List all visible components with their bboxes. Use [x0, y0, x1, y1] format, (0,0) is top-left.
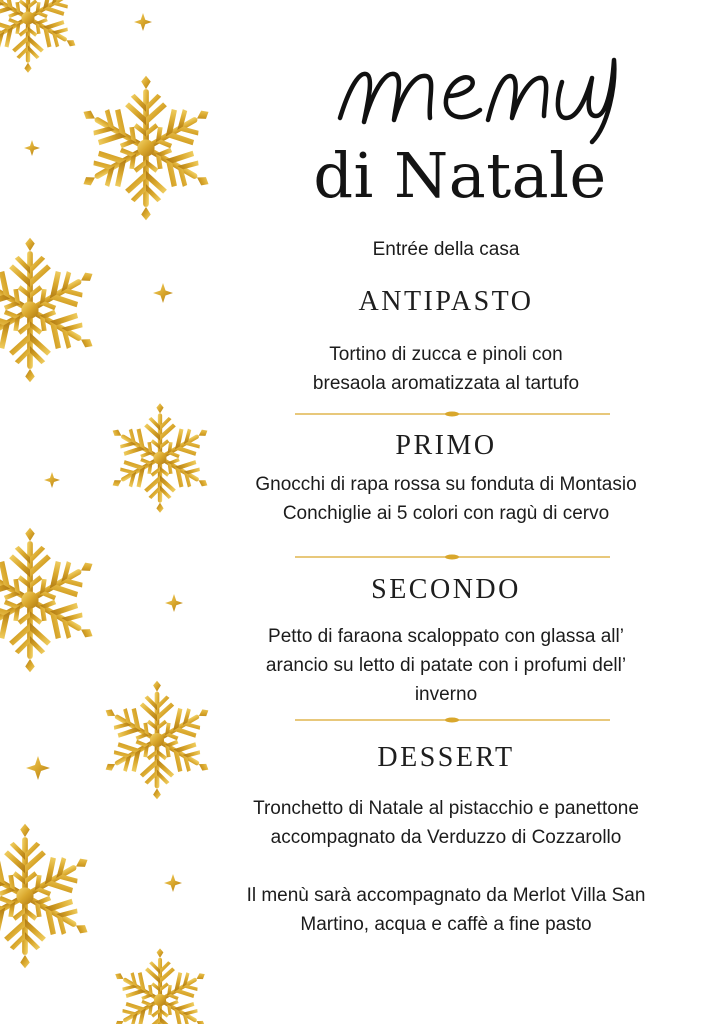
- menu-item-line: accompagnato da Verduzzo di Cozzarollo: [270, 827, 622, 848]
- snowflake-decoration-column: [0, 0, 230, 1024]
- page-title: di Natale: [313, 139, 607, 212]
- closing-note-line: Il menù sarà accompagnato da Merlot Villa San: [246, 885, 646, 906]
- menu-item-line: Tortino di zucca e pinoli con: [329, 344, 563, 365]
- menu-item-line: Petto di faraona scaloppato con glassa all’: [268, 626, 624, 647]
- sparkle-star-icon: [153, 283, 173, 303]
- closing-note-line: Martino, acqua e caffè a fine pasto: [300, 914, 592, 935]
- gold-divider: [295, 717, 610, 723]
- snowflake-icon: [108, 948, 212, 1024]
- snowflake-icon: [73, 76, 219, 220]
- menu-item-line: Conchiglie ai 5 colori con ragù di cervo: [282, 503, 610, 524]
- sparkle-star-icon: [24, 140, 40, 156]
- menu-item-line: arancio su letto di patate con i profumi dell’: [265, 655, 627, 676]
- snowflake-icon: [0, 0, 83, 73]
- section-heading-dessert: DESSERT: [377, 742, 515, 773]
- gold-divider: [295, 554, 610, 560]
- snowflake-icon: [0, 528, 103, 672]
- sparkle-star-icon: [164, 874, 182, 892]
- snowflake-icon: [97, 681, 217, 800]
- snowflake-icon: [105, 403, 216, 512]
- gold-divider: [295, 411, 610, 417]
- menu-item-line: Tronchetto di Natale al pistacchio e panettone: [253, 798, 639, 819]
- menu-item-line: Gnocchi di rapa rossa su fonduta di Montasio: [255, 474, 637, 495]
- section-heading-antipasto: ANTIPASTO: [358, 286, 534, 317]
- entree-line: Entrée della casa: [372, 239, 520, 260]
- snowflake-icon: [0, 238, 103, 382]
- sparkle-star-icon: [134, 13, 152, 31]
- sparkle-star-icon: [165, 594, 183, 612]
- snowflake-icon: [0, 824, 98, 968]
- menu-item-line: inverno: [414, 684, 478, 705]
- menu-item-line: bresaola aromatizzata al tartufo: [312, 373, 580, 394]
- section-heading-primo: PRIMO: [395, 430, 497, 461]
- section-heading-secondo: SECONDO: [371, 574, 521, 605]
- sparkle-star-icon: [44, 472, 60, 488]
- menu-script-title: [330, 30, 630, 150]
- sparkle-star-icon: [26, 756, 50, 780]
